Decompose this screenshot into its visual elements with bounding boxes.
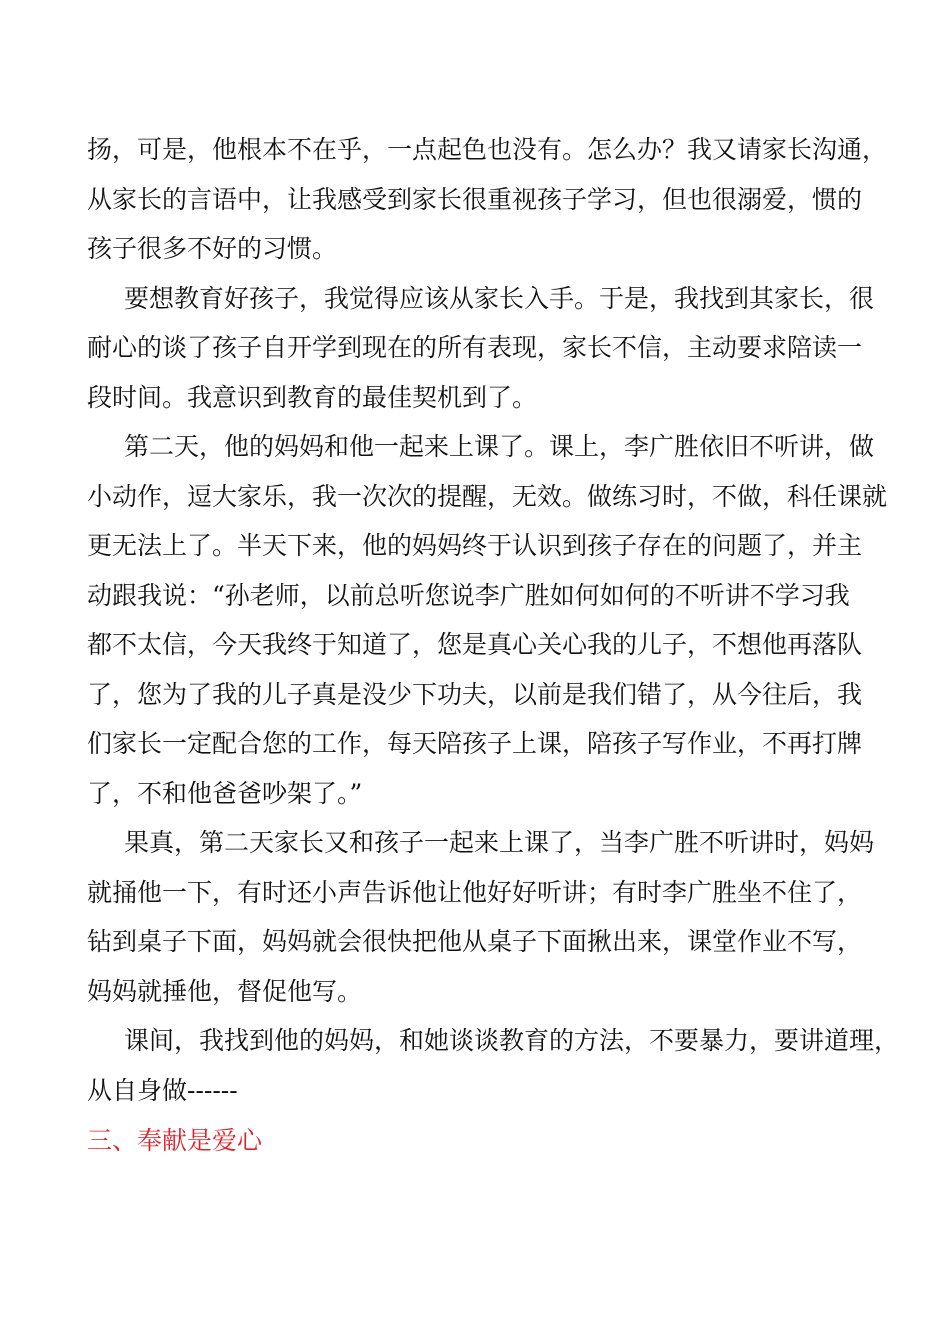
text-line: 小动作，逗大家乐，我一次次的提醒，无效。做练习时，不做，科任课就 bbox=[87, 481, 888, 511]
text-line: 们家长一定配合您的工作，每天陪孩子上课，陪孩子写作业，不再打牌 bbox=[87, 729, 863, 758]
paragraph-parent-approach bbox=[87, 274, 875, 423]
text-line: 要想教育好孩子，我觉得应该从家长入手。于是，我找到其家长，很 bbox=[124, 283, 875, 313]
paragraph-parent-in-class bbox=[87, 818, 875, 1016]
text-line: 从家长的言语中，让我感受到家长很重视孩子学习，但也很溺爱，惯的 bbox=[87, 184, 863, 214]
paragraph-second-day bbox=[87, 422, 888, 818]
text-line: 耐心的谈了孩子自开学到现在的所有表现，家长不信，主动要求陪读一 bbox=[87, 333, 863, 362]
text-line: 孩子很多不好的习惯。 bbox=[87, 234, 338, 263]
text-line: 果真，第二天家长又和孩子一起来上课了，当李广胜不听讲时，妈妈 bbox=[124, 828, 875, 857]
text-line: 从自身做------ bbox=[87, 1075, 238, 1105]
paragraph-continuation bbox=[87, 125, 888, 274]
text-line: 段时间。我意识到教育的最佳契机到了。 bbox=[87, 382, 538, 412]
text-line: 妈妈就捶他，督促他写。 bbox=[87, 976, 363, 1006]
text-line: 更无法上了。半天下来，他的妈妈终于认识到孩子存在的问题了，并主 bbox=[87, 531, 863, 560]
text-line: 动跟我说：“孙老师，以前总听您说李广胜如何如何的不听讲不学习我 bbox=[87, 580, 850, 610]
text-line: 扬，可是，他根本不在乎，一点起色也没有。怎么办？我又请家长沟通， bbox=[87, 135, 888, 164]
text-line: 了，不和他爸爸吵架了。” bbox=[87, 778, 363, 808]
text-line: 第二天，他的妈妈和他一起来上课了。课上，李广胜依旧不听讲，做 bbox=[124, 432, 875, 461]
text-line: 都不太信，今天我终于知道了，您是真心关心我的儿子，不想他再落队 bbox=[87, 630, 863, 659]
text-line: 了，您为了我的儿子真是没少下功夫，以前是我们错了，从今往后，我 bbox=[87, 679, 863, 709]
document-page bbox=[87, 125, 900, 1166]
text-line: 钻到桌子下面，妈妈就会很快把他从桌子下面揪出来，课堂作业不写， bbox=[87, 927, 863, 956]
text-line: 课间，我找到他的妈妈，和她谈谈教育的方法，不要暴力，要讲道理， bbox=[124, 1026, 900, 1055]
paragraph-break-time bbox=[87, 1016, 900, 1115]
text-line: 就捅他一下，有时还小声告诉他让他好好听讲；有时李广胜坐不住了， bbox=[87, 877, 863, 907]
section-heading: 三、奉献是爱心 bbox=[87, 1126, 263, 1155]
